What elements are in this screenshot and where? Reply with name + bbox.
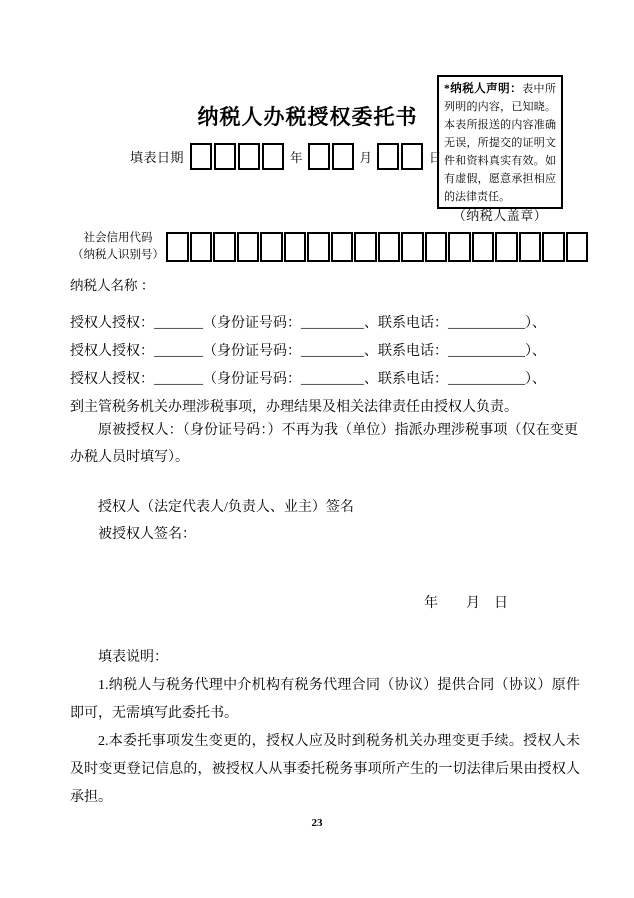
filling-instructions-title: 填表说明： bbox=[98, 650, 168, 665]
filling-instructions bbox=[70, 644, 580, 812]
credit-code-digit-box bbox=[542, 232, 565, 262]
authorization-closing-text: 到主管税务机关办理涉税事项，办理结果及相关法律责任由授权人负责。 bbox=[70, 400, 518, 415]
authorization-line-1: 授权人授权：_______（身份证号码：_________、联系电话：___________）、 bbox=[70, 316, 546, 331]
year-digit-box bbox=[190, 143, 212, 170]
authorization-block bbox=[70, 310, 582, 422]
fill-date-row bbox=[130, 143, 447, 170]
fill-date-label: 填表日期 bbox=[130, 150, 185, 165]
day-unit-label: 日 bbox=[429, 150, 442, 165]
revocation-paragraph: 原被授权人：（身份证号码：）不再为我（单位）指派办理涉税事项（仅在变更办税人员时填写）。 bbox=[70, 423, 578, 465]
credit-code-label bbox=[70, 230, 166, 264]
credit-code-digit-box bbox=[354, 232, 377, 262]
credit-code-digit-box bbox=[190, 232, 213, 262]
form-title: 纳税人办税授权委托书 bbox=[197, 105, 418, 129]
authorization-line-2: 授权人授权：_______（身份证号码：_________、联系电话：___________）、 bbox=[70, 344, 546, 359]
credit-code-digit-box bbox=[448, 232, 471, 262]
credit-code-label-line1: 社会信用代码 bbox=[83, 232, 153, 244]
signature-date-line: 年 月 日 bbox=[424, 596, 508, 611]
credit-code-label-line2: （纳税人识别号） bbox=[72, 249, 164, 261]
year-digit-box bbox=[238, 143, 260, 170]
taxpayer-name-label: 纳税人名称 ： bbox=[70, 278, 155, 293]
credit-code-digit-box bbox=[166, 232, 189, 262]
taxpayer-declaration-box bbox=[437, 75, 563, 223]
credit-code-digit-box bbox=[495, 232, 518, 262]
authorizer-signature-label: 授权人（法定代表人/负责人、业主）签名 bbox=[98, 500, 354, 515]
credit-code-digit-box bbox=[425, 232, 448, 262]
day-digit-box bbox=[401, 143, 423, 170]
authorized-person-signature-label: 被授权人签名： bbox=[98, 527, 196, 542]
credit-code-digit-box bbox=[284, 232, 307, 262]
credit-code-digit-box bbox=[566, 232, 589, 262]
month-unit-label: 月 bbox=[359, 150, 373, 165]
year-digit-box bbox=[262, 143, 284, 170]
credit-code-digit-box bbox=[237, 232, 260, 262]
taxpayer-stamp-note: （纳税人盖章） bbox=[452, 208, 548, 223]
year-digit-boxes bbox=[190, 143, 286, 170]
day-digit-box bbox=[377, 143, 399, 170]
credit-code-digit-box bbox=[331, 232, 354, 262]
credit-code-digit-box bbox=[519, 232, 542, 262]
month-digit-box bbox=[332, 143, 354, 170]
credit-code-row bbox=[70, 230, 589, 264]
filling-instruction-item-1: 1.纳税人与税务代理中介机构有税务代理合同（协议）提供合同（协议）原件即可，无需填写此委托书。 bbox=[70, 678, 580, 721]
day-digit-boxes bbox=[377, 143, 425, 170]
filling-instruction-item-2: 2.本委托事项发生变更的，授权人应及时到税务机关办理变更手续。授权人未及时变更登记信息的，被授权人从事委托税务事项所产生的一切法律后果由授权人承担。 bbox=[70, 734, 580, 805]
credit-code-digit-box bbox=[213, 232, 236, 262]
credit-code-digit-box bbox=[307, 232, 330, 262]
page-number: 23 bbox=[311, 817, 323, 829]
credit-code-digit-box bbox=[401, 232, 424, 262]
credit-code-digit-box bbox=[472, 232, 495, 262]
credit-code-digit-box bbox=[260, 232, 283, 262]
month-digit-box bbox=[308, 143, 330, 170]
authorization-line-3: 授权人授权：_______（身份证号码：_________、联系电话：___________）、 bbox=[70, 372, 546, 387]
year-unit-label: 年 bbox=[290, 150, 303, 165]
month-digit-boxes bbox=[308, 143, 356, 170]
year-digit-box bbox=[214, 143, 236, 170]
credit-code-digit-box bbox=[378, 232, 401, 262]
declaration-title: *纳税人声明： bbox=[444, 83, 523, 95]
credit-code-boxes bbox=[166, 232, 589, 262]
declaration-body: 表中所列明的内容，已知晓。本表所报送的内容准确无误，所提交的证明文件和资料真实有效。如有虚假，愿意承担相应的法律责任。 bbox=[444, 83, 557, 203]
